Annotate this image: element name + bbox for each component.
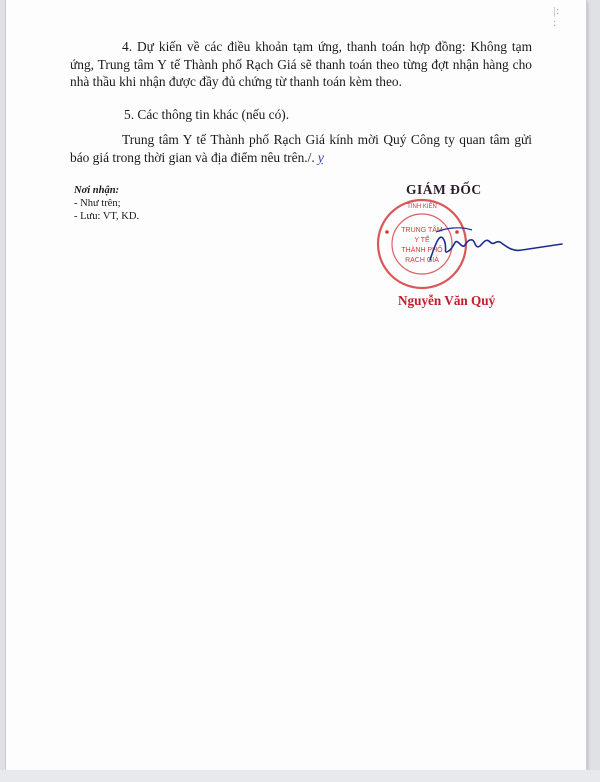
paragraph-other-info: 5. Các thông tin khác (nếu có).	[124, 107, 290, 122]
seal-text-line: TRUNG TÂM	[401, 227, 443, 234]
signature-block	[366, 180, 566, 320]
handwritten-initial: ỵ	[317, 150, 324, 166]
recipient-item: - Lưu: VT, KD.	[74, 211, 140, 222]
signer-position-title: GIÁM ĐỐC	[406, 182, 482, 197]
recipient-item: - Như trên;	[74, 198, 121, 209]
handwritten-signature	[426, 220, 566, 270]
paragraph-invitation	[70, 131, 532, 167]
invitation-text: Trung tâm Y tế Thành phố Rạch Giá kính mời Quý Công ty quan tâm gửi báo giá trong thời gian và địa điểm nêu trên./.	[70, 132, 532, 165]
recipients-title: Nơi nhận:	[74, 185, 120, 196]
corner-marks: |: :	[553, 6, 560, 29]
seal-ring-text: TỈNH KIÊN	[407, 204, 437, 210]
document-page	[6, 0, 586, 770]
paragraph-payment-terms: 4. Dự kiến về các điều khoản tạm ứng, thanh toán hợp đồng: Không tạm ứng, Trung tâm Y tế Thành phố Rạch Giá sẽ thanh toán theo từng đợt nhận hàng cho nhà thầu khi nhận được đầy đủ chứng từ thanh toán kèm theo.	[70, 39, 532, 89]
seal-text-line: RẠCH GIÁ	[405, 257, 439, 264]
recipients-block	[74, 184, 139, 223]
seal-text-line: Y TẾ	[414, 237, 430, 244]
signer-name: Nguyễn Văn Quý	[398, 293, 496, 308]
viewer-bottom-strip	[0, 770, 600, 782]
seal-text-line: THÀNH PHỐ	[401, 247, 443, 254]
